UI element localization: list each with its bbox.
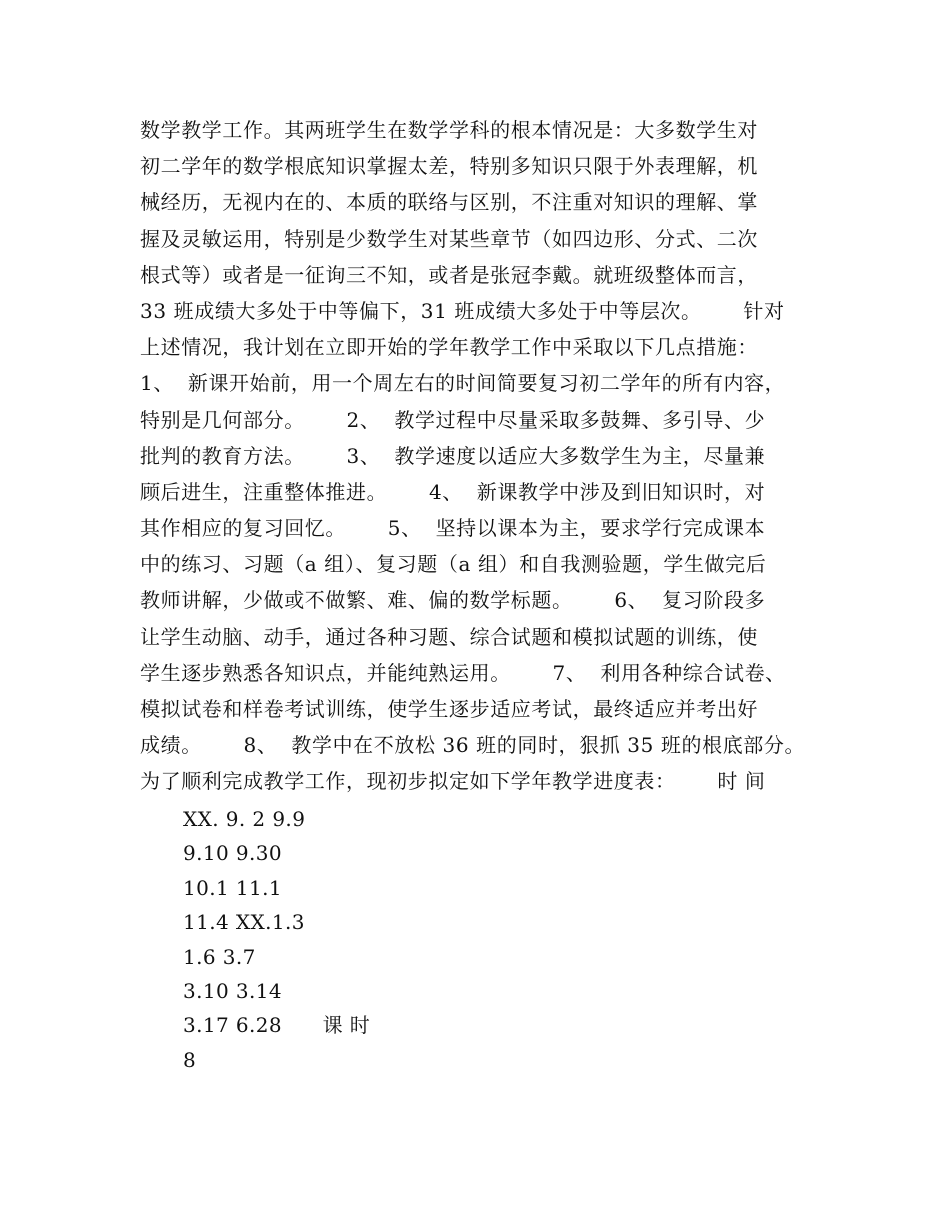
schedule-row: 3.17 6.28 课 时 <box>183 1013 371 1038</box>
paragraph-line: 模拟试卷和样卷考试训练，使学生逐步适应考试，最终适应并考出好 <box>140 697 758 721</box>
schedule-dates-list <box>183 802 683 1077</box>
paragraph-line: 顾后进生，注重整体推进。 4、 新课教学中涉及到旧知识时，对 <box>140 479 766 504</box>
paragraph-line: 让学生动脑、动手，通过各种习题、综合试题和模拟试题的训练，使 <box>140 624 758 649</box>
schedule-row: 8 <box>183 1047 197 1072</box>
paragraph-line: 成绩。 8、 教学中在不放松 36 班的同时，狠抓 35 班的根底部分。 <box>140 733 806 758</box>
schedule-row: 11.4 XX.1.3 <box>183 910 305 935</box>
paragraph-line: 数学教学工作。其两班学生在数学学科的根本情况是：大多数学生对 <box>140 118 758 142</box>
paragraph-line: 初二学年的数学根底知识掌握太差，特别多知识只限于外表理解，机 <box>140 154 758 179</box>
paragraph-line: 教师讲解，少做或不做繁、难、偏的数学标题。 6、 复习阶段多 <box>140 588 766 613</box>
paragraph-line: 其作相应的复习回忆。 5、 坚持以课本为主，要求学行完成课本 <box>140 516 766 541</box>
schedule-row: 1.6 3.7 <box>183 944 256 969</box>
schedule-row: XX. 9. 2 9.9 <box>183 807 306 831</box>
paragraph-line: 1、 新课开始前，用一个周左右的时间简要复习初二学年的所有内容， <box>140 371 786 396</box>
paragraph-line: 为了顺利完成教学工作，现初步拟定如下学年教学进度表： 时 间 <box>140 769 766 794</box>
schedule-row: 10.1 11.1 <box>183 875 283 900</box>
paragraph-line: 根式等）或者是一征询三不知，或者是张冠李戴。就班级整体而言， <box>140 262 758 287</box>
paragraph-line: 特别是几何部分。 2、 教学过程中尽量采取多鼓舞、多引导、少 <box>140 407 766 432</box>
paragraph-line: 批判的教育方法。 3、 教学速度以适应大多数学生为主，尽量兼 <box>140 443 766 468</box>
paragraph-line: 械经历，无视内在的、本质的联络与区别，不注重对知识的理解、掌 <box>140 190 758 215</box>
paragraph-line: 中的练习、习题（a 组）、复习题（a 组）和自我测验题，学生做完后 <box>140 552 767 577</box>
paragraph-line: 学生逐步熟悉各知识点，并能纯熟运用。 7、 利用各种综合试卷、 <box>140 660 786 685</box>
paragraph-line: 握及灵敏运用，特别是少数学生对某些章节（如四边形、分式、二次 <box>140 226 758 251</box>
schedule-row: 9.10 9.30 <box>183 841 283 866</box>
paragraph-line: 33 班成绩大多处于中等偏下，31 班成绩大多处于中等层次。 针对 <box>140 298 785 323</box>
schedule-row: 3.10 3.14 <box>183 978 283 1003</box>
teaching-plan-paragraph <box>140 112 830 800</box>
paragraph-line: 上述情况，我计划在立即开始的学年教学工作中采取以下几点措施： <box>140 335 758 360</box>
